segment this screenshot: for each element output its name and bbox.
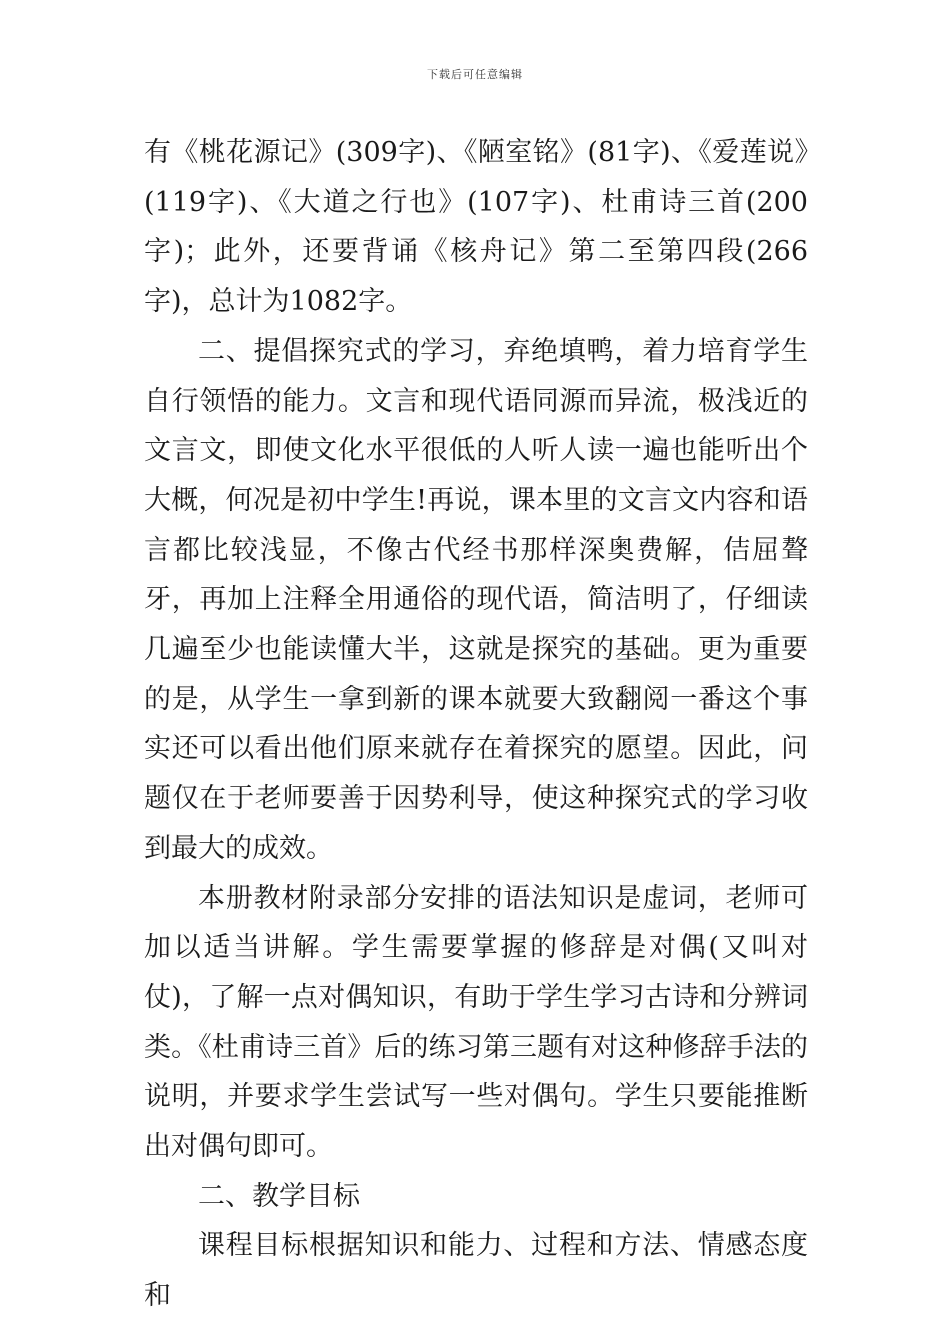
paragraph-grammar-rhetoric: 本册教材附录部分安排的语法知识是虚词，老师可加以适当讲解。学生需要掌握的修辞是对偶(又叫对仗)，了解一点对偶知识，有助于学生学习古诗和分辨词类。《杜甫诗三首》后的练习第三题有对这种修辞手法的说明，并要求学生尝试写一些对偶句。学生只要能推断出对偶句即可。 [144,882,808,1163]
section-heading-teaching-goals: 二、教学目标 [198,1180,360,1212]
header-note: 下载后可任意编辑 [427,68,523,81]
paragraph-inquiry-learning: 二、提倡探究式的学习，弃绝填鸭，着力培育学生自行领悟的能力。文言和现代语同源而异流，极浅近的文言文，即使文化水平很低的人听人读一遍也能听出个大概，何况是初中学生!再说，课本里的文言文内容和语言都比较浅显，不像古代经书那样深奥费解，佶屈聱牙，再加上注释全用通俗的现代语，简洁明了，仔细读几遍至少也能读懂大半，这就是探究的基础。更为重要的是，从学生一拿到新的课本就要大致翻阅一番这个事实还可以看出他们原来就存在着探究的愿望。因此，问题仅在于老师要善于因势利导，使这种探究式的学习收到最大的成效。 [144,335,808,864]
document-body [144,128,808,1321]
paragraph-reading-list: 有《桃花源记》(309字)、《陋室铭》(81字)、《爱莲说》(119字)、《大道之行也》(107字)、杜甫诗三首(200字)；此外，还要背诵《核舟记》第二至第四段(266字)，总计为1082字。 [144,137,808,318]
paragraph-course-goals: 课程目标根据知识和能力、过程和方法、情感态度和 [144,1230,808,1312]
